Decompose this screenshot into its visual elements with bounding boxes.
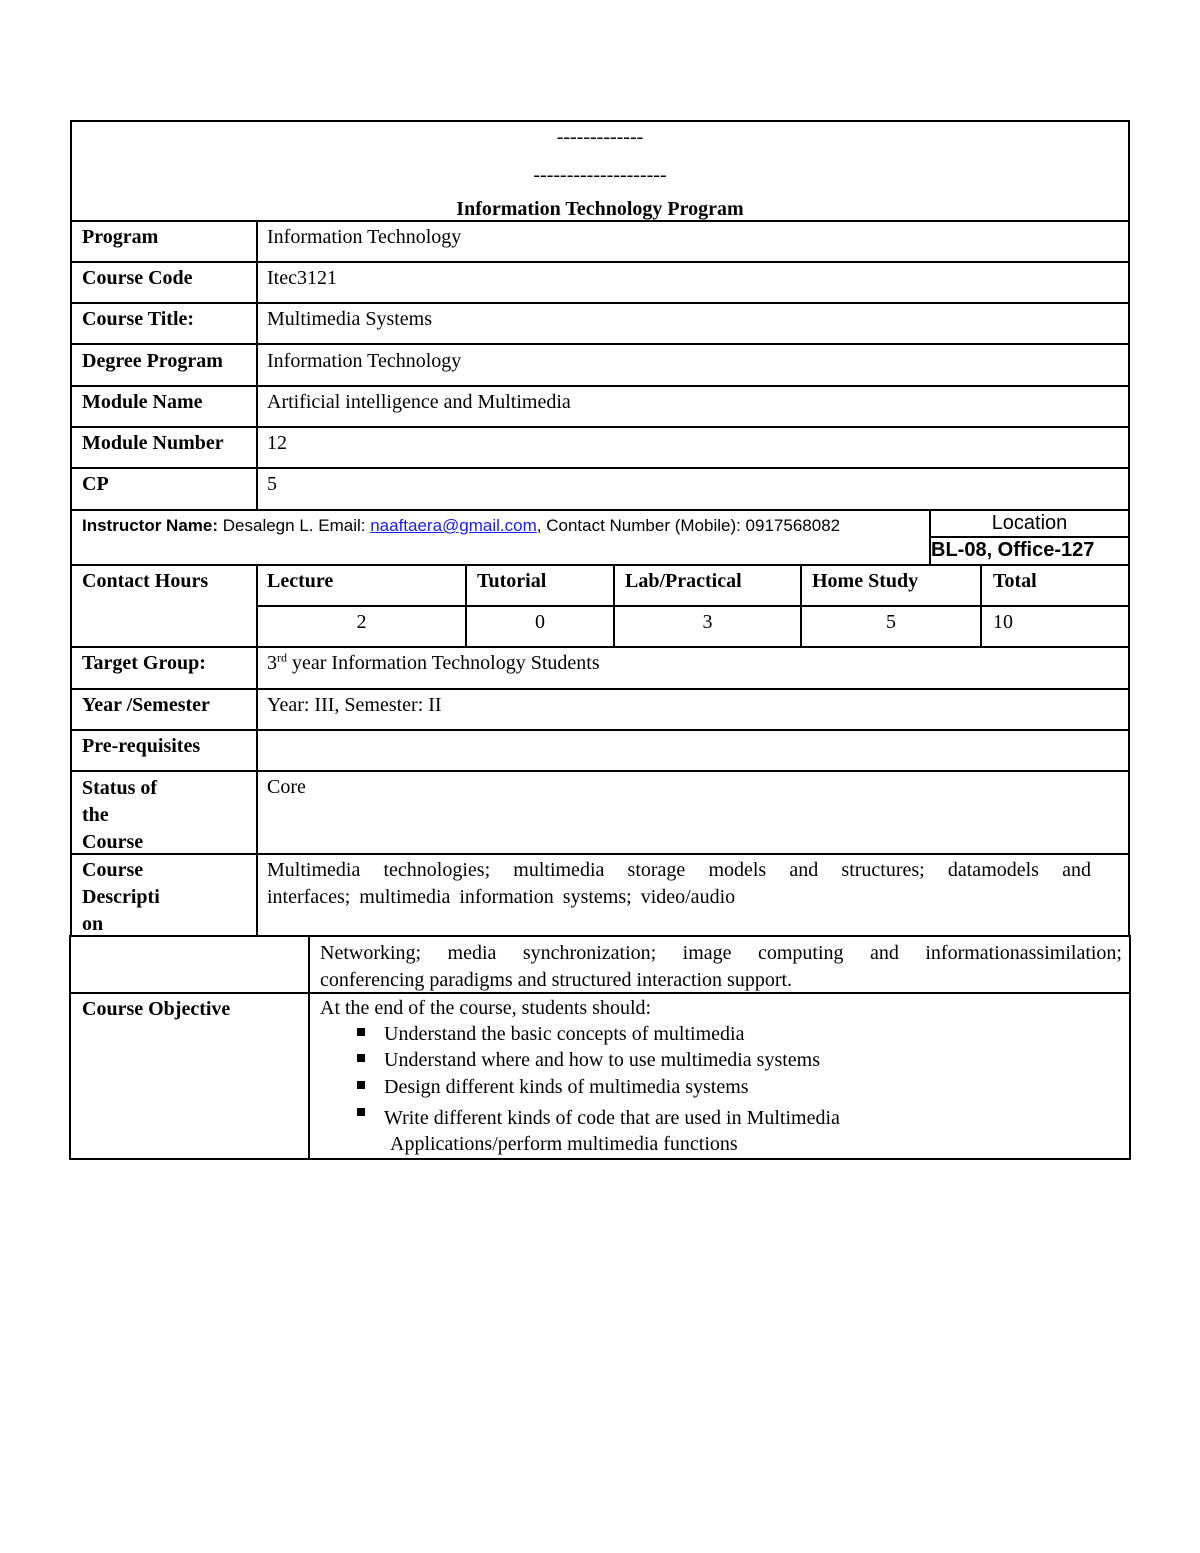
program-value: Information Technology bbox=[267, 226, 462, 248]
course-code-value: Itec3121 bbox=[267, 267, 337, 289]
bullet-icon bbox=[357, 1028, 365, 1036]
year-semester-label: Year /Semester bbox=[82, 694, 210, 716]
description-label-line-1: Course bbox=[82, 859, 144, 881]
email-label: Email: bbox=[318, 516, 366, 535]
year-semester-value: Year: III, Semester: II bbox=[267, 694, 442, 716]
description-line-4: conferencing paradigms and structured interaction support. bbox=[320, 969, 793, 991]
cp-value: 5 bbox=[267, 473, 277, 495]
objective-label: Course Objective bbox=[82, 998, 231, 1020]
prerequisites-label: Pre-requisites bbox=[82, 735, 201, 757]
header-lecture: Lecture bbox=[267, 570, 334, 592]
location-label: Location bbox=[991, 512, 1068, 534]
value-lab-practical: 3 bbox=[702, 611, 713, 633]
header-tutorial: Tutorial bbox=[477, 570, 547, 592]
program-label: Program bbox=[82, 226, 159, 248]
description-label-line-2: Descripti bbox=[82, 886, 160, 908]
instructor-name: Desalegn L. bbox=[222, 516, 314, 535]
objective-intro: At the end of the course, students should: bbox=[320, 997, 652, 1019]
instructor-label: Instructor Name: bbox=[82, 516, 219, 535]
header-dashes-2: -------------------- bbox=[533, 164, 667, 186]
header-home-study: Home Study bbox=[812, 570, 919, 592]
module-name-label: Module Name bbox=[82, 391, 203, 413]
instructor-email-link[interactable]: naaftaera@gmail.com bbox=[370, 516, 537, 535]
header-lab-practical: Lab/Practical bbox=[625, 570, 742, 592]
course-title-value: Multimedia Systems bbox=[267, 308, 432, 330]
module-name-value: Artificial intelligence and Multimedia bbox=[267, 391, 571, 413]
objective-item-4-continued: Applications/perform multimedia functions bbox=[390, 1133, 738, 1155]
degree-program-value: Information Technology bbox=[267, 350, 462, 372]
cp-label: CP bbox=[82, 473, 109, 495]
header-dashes-1: ------------- bbox=[556, 126, 644, 148]
description-line-3: Networking; media synchronization; image computing and informationassimilation; bbox=[320, 942, 1122, 964]
module-number-label: Module Number bbox=[82, 432, 224, 454]
status-label-line-1: Status of bbox=[82, 777, 158, 799]
value-total: 10 bbox=[993, 611, 1013, 633]
bullet-icon bbox=[357, 1081, 365, 1089]
page-title: Information Technology Program bbox=[456, 198, 744, 220]
bullet-icon bbox=[357, 1054, 365, 1062]
objective-item-3: Design different kinds of multimedia systems bbox=[384, 1076, 749, 1098]
value-home-study: 5 bbox=[886, 611, 896, 633]
course-title-label: Course Title: bbox=[82, 308, 195, 330]
description-label-line-3: on bbox=[82, 913, 104, 935]
description-line-2: interfaces; multimedia information systems; video/audio bbox=[267, 886, 736, 908]
degree-program-label: Degree Program bbox=[82, 350, 223, 372]
target-group-label: Target Group: bbox=[82, 652, 206, 674]
location-value: BL-08, Office-127 bbox=[931, 539, 1095, 561]
header-total: Total bbox=[993, 570, 1037, 592]
target-group-value: 3rd year Information Technology Students bbox=[267, 650, 600, 674]
value-lecture: 2 bbox=[356, 611, 367, 633]
value-tutorial: 0 bbox=[535, 611, 545, 633]
course-code-label: Course Code bbox=[82, 267, 193, 289]
instructor-line bbox=[82, 513, 840, 539]
contact-hours-label: Contact Hours bbox=[82, 570, 209, 592]
status-value: Core bbox=[267, 776, 306, 798]
bullet-icon bbox=[357, 1108, 365, 1116]
contact-number: , Contact Number (Mobile): 0917568082 bbox=[536, 516, 841, 535]
module-number-value: 12 bbox=[267, 432, 287, 454]
objective-item-4: Write different kinds of code that are used in Multimedia bbox=[384, 1107, 840, 1129]
status-label-line-2: the bbox=[82, 804, 109, 826]
status-label-line-3: Course bbox=[82, 831, 144, 853]
description-line-1: Multimedia technologies; multimedia storage models and structures; datamodels and bbox=[267, 859, 1091, 881]
objective-item-1: Understand the basic concepts of multimedia bbox=[384, 1023, 745, 1045]
objective-item-2: Understand where and how to use multimedia systems bbox=[384, 1049, 821, 1071]
